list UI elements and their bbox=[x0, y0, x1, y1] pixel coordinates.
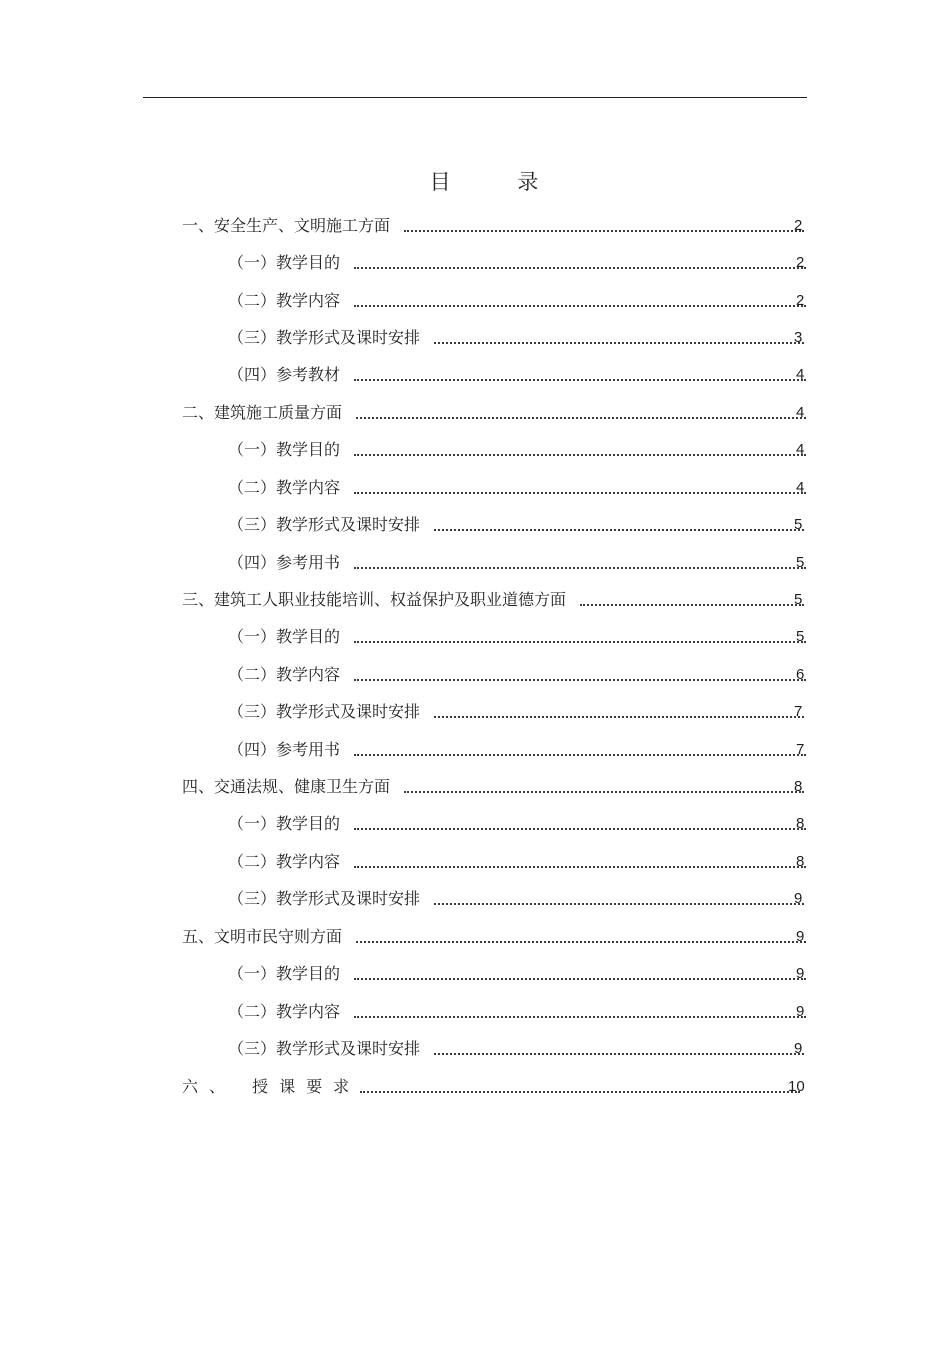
toc-entry-page: 5 bbox=[796, 554, 805, 571]
toc-entry-label: 一、安全生产、文明施工方面 bbox=[182, 216, 391, 235]
toc-entry-label: （三）教学形式及课时安排 bbox=[228, 889, 421, 908]
toc-entry-page: 4 bbox=[796, 441, 805, 458]
toc-dot-leader bbox=[356, 417, 806, 419]
toc-entry-page: 7 bbox=[796, 741, 805, 758]
toc-entry-label: （二）教学内容 bbox=[228, 665, 341, 684]
toc-entry-label: 三、建筑工人职业技能培训、权益保护及职业道德方面 bbox=[182, 590, 567, 609]
toc-entry[interactable] bbox=[228, 623, 810, 647]
toc-entry-page: 9 bbox=[796, 965, 805, 982]
toc-entry-page: 4 bbox=[796, 479, 805, 496]
toc-entry-page: 8 bbox=[796, 853, 805, 870]
toc-entry-page: 8 bbox=[794, 778, 803, 795]
toc-entry[interactable] bbox=[228, 287, 810, 311]
toc-entry-page: 8 bbox=[796, 815, 805, 832]
toc-dot-leader bbox=[434, 716, 804, 718]
toc-entry-page: 7 bbox=[794, 703, 803, 720]
toc-entry-page: 9 bbox=[794, 1040, 803, 1057]
toc-entry-label: （一）教学目的 bbox=[228, 964, 341, 983]
toc-dot-leader bbox=[404, 791, 804, 793]
toc-dot-leader bbox=[354, 305, 806, 307]
toc-dot-leader bbox=[354, 379, 806, 381]
toc-dot-leader bbox=[580, 604, 804, 606]
toc-entry-page: 2 bbox=[796, 254, 805, 271]
toc-entry-label: （四）参考用书 bbox=[228, 553, 341, 572]
toc-entry[interactable] bbox=[228, 249, 810, 273]
page-title: 目 录 bbox=[429, 170, 569, 194]
toc-entry[interactable] bbox=[228, 436, 810, 460]
toc-entry-label: （三）教学形式及课时安排 bbox=[228, 702, 421, 721]
toc-entry-page: 5 bbox=[794, 516, 803, 533]
toc-entry-label: （一）教学目的 bbox=[228, 814, 341, 833]
toc-dot-leader bbox=[354, 866, 806, 868]
toc-entry[interactable] bbox=[228, 848, 810, 872]
toc-entry-page: 10 bbox=[788, 1078, 805, 1095]
toc-entry[interactable] bbox=[182, 212, 808, 236]
toc-entry-label: （三）教学形式及课时安排 bbox=[228, 328, 421, 347]
toc-dot-leader bbox=[434, 903, 804, 905]
toc-dot-leader bbox=[354, 1016, 806, 1018]
toc-entry[interactable] bbox=[228, 324, 808, 348]
toc-entry[interactable] bbox=[228, 698, 808, 722]
toc-entry[interactable] bbox=[228, 736, 810, 760]
toc-entry-label: （四）参考教材 bbox=[228, 365, 341, 384]
toc-entry-label: （一）教学目的 bbox=[228, 253, 341, 272]
toc-dot-leader bbox=[360, 1091, 800, 1093]
toc-entry-page: 3 bbox=[794, 329, 803, 346]
toc-entry[interactable] bbox=[228, 511, 808, 535]
header-rule bbox=[143, 97, 807, 98]
toc-dot-leader bbox=[434, 1053, 804, 1055]
toc-entry-label: （四）参考用书 bbox=[228, 740, 341, 759]
toc-entry-label: 二、建筑施工质量方面 bbox=[182, 403, 343, 422]
toc-entry-page: 9 bbox=[794, 890, 803, 907]
toc-dot-leader bbox=[354, 828, 806, 830]
toc-entry[interactable] bbox=[228, 998, 810, 1022]
toc-entry[interactable] bbox=[228, 960, 810, 984]
toc-entry-label: 五、文明市民守则方面 bbox=[182, 927, 343, 946]
toc-entry[interactable] bbox=[182, 399, 810, 423]
toc-entry-label: （二）教学内容 bbox=[228, 852, 341, 871]
toc-dot-leader bbox=[354, 641, 806, 643]
toc-entry[interactable] bbox=[182, 1073, 808, 1097]
toc-dot-leader bbox=[356, 941, 806, 943]
toc-entry-label: （二）教学内容 bbox=[228, 1002, 341, 1021]
toc-entry-page: 2 bbox=[796, 292, 805, 309]
toc-entry-label: 六、 授课要求 bbox=[182, 1077, 361, 1096]
toc-entry-page: 4 bbox=[796, 366, 805, 383]
toc-entry-label: 四、交通法规、健康卫生方面 bbox=[182, 777, 391, 796]
toc-dot-leader bbox=[354, 454, 806, 456]
toc-entry[interactable] bbox=[228, 361, 810, 385]
toc-entry-label: （一）教学目的 bbox=[228, 627, 341, 646]
toc-entry[interactable] bbox=[228, 474, 810, 498]
toc-entry[interactable] bbox=[228, 1035, 808, 1059]
toc-dot-leader bbox=[354, 567, 806, 569]
toc-entry-label: （一）教学目的 bbox=[228, 440, 341, 459]
toc-entry[interactable] bbox=[228, 549, 810, 573]
toc-entry-label: （三）教学形式及课时安排 bbox=[228, 515, 421, 534]
toc-dot-leader bbox=[354, 978, 806, 980]
toc-entry-page: 5 bbox=[794, 591, 803, 608]
toc-entry-page: 5 bbox=[796, 628, 805, 645]
toc-entry-label: （二）教学内容 bbox=[228, 291, 341, 310]
toc-entry-page: 6 bbox=[796, 666, 805, 683]
toc-dot-leader bbox=[354, 267, 806, 269]
toc-entry-page: 9 bbox=[796, 928, 805, 945]
toc-entry-page: 9 bbox=[796, 1003, 805, 1020]
toc-dot-leader bbox=[354, 754, 806, 756]
toc-dot-leader bbox=[404, 230, 804, 232]
toc-entry[interactable] bbox=[182, 773, 808, 797]
toc-dot-leader bbox=[434, 342, 804, 344]
toc-entry[interactable] bbox=[182, 923, 810, 947]
toc-entry[interactable] bbox=[228, 661, 810, 685]
toc-entry-page: 4 bbox=[796, 404, 805, 421]
toc-dot-leader bbox=[354, 492, 806, 494]
toc-entry-label: （二）教学内容 bbox=[228, 478, 341, 497]
toc-entry[interactable] bbox=[182, 586, 808, 610]
toc-dot-leader bbox=[434, 529, 804, 531]
toc-entry-page: 2 bbox=[794, 217, 803, 234]
toc-entry-label: （三）教学形式及课时安排 bbox=[228, 1039, 421, 1058]
toc-entry[interactable] bbox=[228, 885, 808, 909]
toc-dot-leader bbox=[354, 679, 806, 681]
toc-entry[interactable] bbox=[228, 810, 810, 834]
